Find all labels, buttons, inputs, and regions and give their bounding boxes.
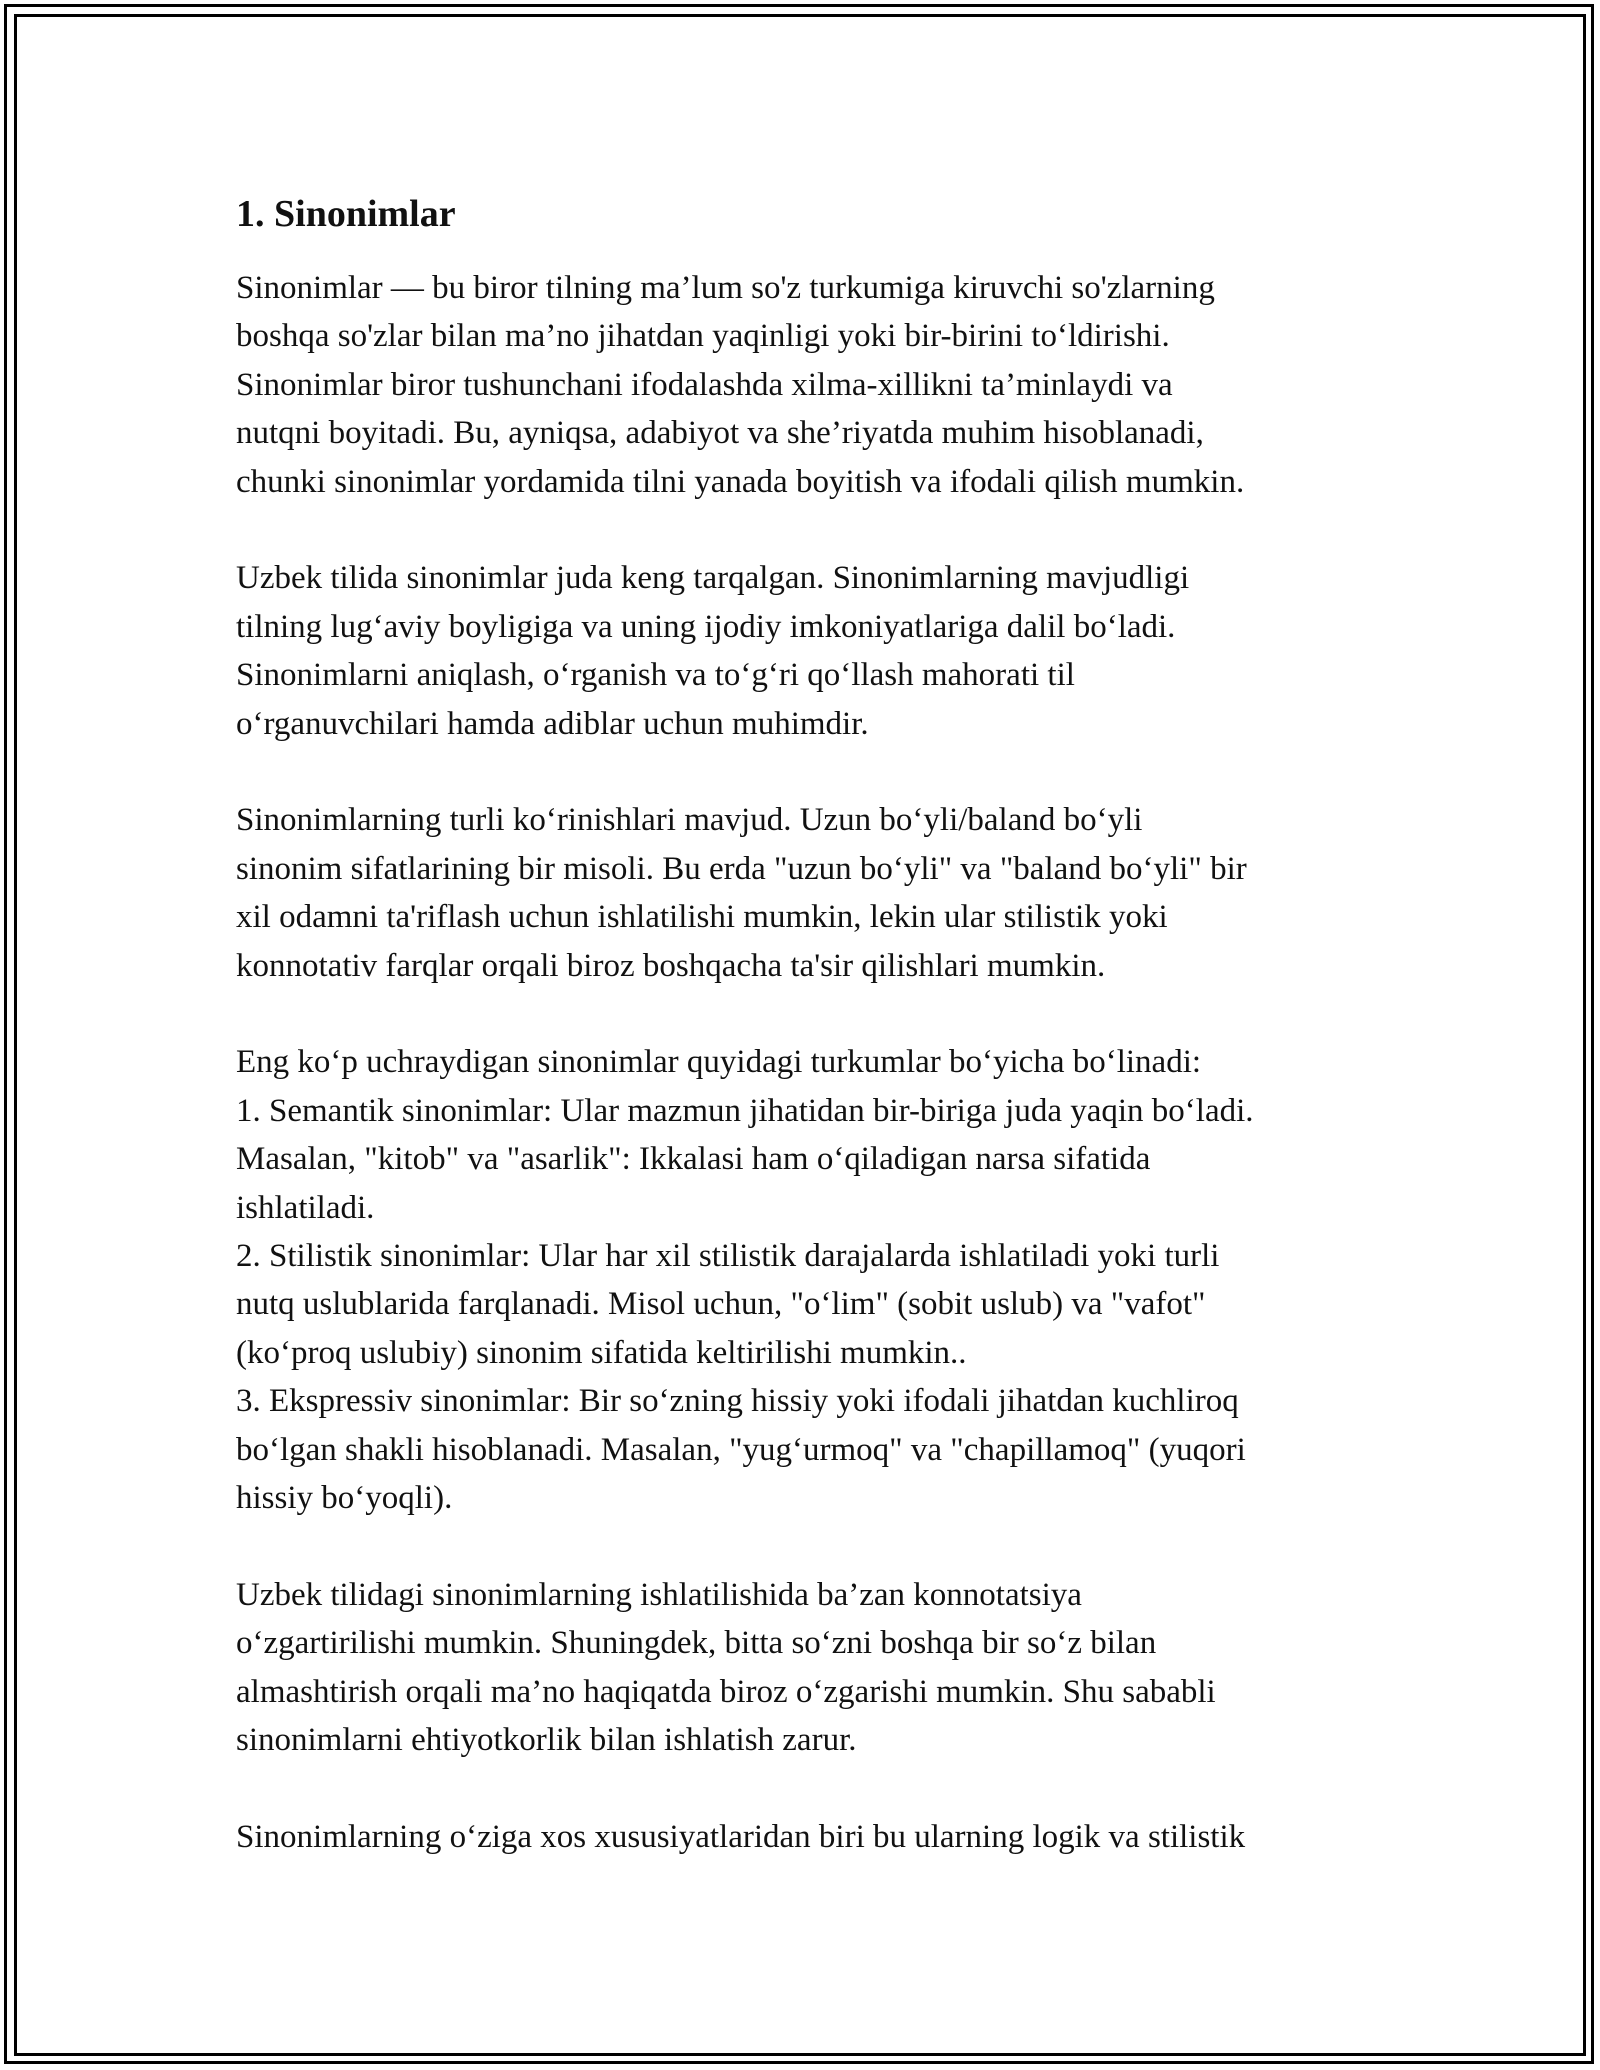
paragraph [236,796,1396,990]
text-line: xil odamni ta'riflash uchun ishlatilishi mumkin, lekin ular stilistik yoki [236,899,1168,936]
text-line: almashtirish orqali ma’no haqiqatda biroz o‘zgarishi mumkin. Shu sababli [236,1673,1216,1710]
text-line: Masalan, "kitob" va "asarlik": Ikkalasi ham o‘qiladigan narsa sifatida [236,1141,1151,1178]
text-line: Uzbek tilidagi sinonimlarning ishlatilishida ba’zan konnotatsiya [236,1576,1082,1613]
text-line: nutq uslublarida farqlanadi. Misol uchun, "o‘lim" (sobit uslub) va "vafot" [236,1286,1206,1323]
document-body [236,190,1396,1910]
paragraph [236,1813,1396,1861]
text-line: Eng ko‘p uchraydigan sinonimlar quyidagi turkumlar bo‘yicha bo‘linadi: [236,1044,1202,1081]
section-heading: 1. Sinonimlar [236,193,456,235]
paragraph [236,1571,1396,1765]
text-line: ishlatiladi. [236,1189,375,1226]
text-line: o‘zgartirilishi mumkin. Shuningdek, bitta so‘zni boshqa bir so‘z bilan [236,1625,1157,1662]
text-line: bo‘lgan shakli hisoblanadi. Masalan, "yug‘urmoq" va "chapillamoq" (yuqori [236,1431,1246,1468]
text-line: chunki sinonimlar yordamida tilni yanada boyitish va ifodali qilish mumkin. [236,463,1245,500]
text-line: sinonim sifatlarining bir misoli. Bu erda "uzun bo‘yli" va "baland bo‘yli" bir [236,850,1247,887]
text-line: 1. Semantik sinonimlar: Ular mazmun jihatidan bir-biriga juda yaqin bo‘ladi. [236,1092,1254,1129]
text-line: Sinonimlar — bu biror tilning ma’lum so'z turkumiga kiruvchi so'zlarning [236,270,1215,306]
text-line: hissiy bo‘yoqli). [236,1480,453,1517]
text-line: 3. Ekspressiv sinonimlar: Bir so‘zning hissiy yoki ifodali jihatdan kuchliroq [236,1383,1239,1420]
text-line: tilning lug‘aviy boyligiga va uning ijodiy imkoniyatlariga dalil bo‘ladi. [236,608,1176,645]
text-line: Sinonimlarni aniqlash, o‘rganish va to‘g‘ri qo‘llash mahorati til [236,657,1075,694]
paragraph [236,554,1396,748]
paragraph [236,1038,1396,1522]
text-line: sinonimlarni ehtiyotkorlik bilan ishlatish zarur. [236,1722,857,1759]
paragraph [236,264,1396,506]
text-line: 2. Stilistik sinonimlar: Ular har xil stilistik darajalarda ishlatiladi yoki turli [236,1238,1220,1275]
text-line: Sinonimlarning turli ko‘rinishlari mavjud. Uzun bo‘yli/baland bo‘yli [236,802,1143,839]
text-line: boshqa so'zlar bilan ma’no jihatdan yaqinligi yoki bir-birini to‘ldirishi. [236,318,1170,355]
text-line: Sinonimlar biror tushunchani ifodalashda xilma-xillikni ta’minlaydi va [236,366,1173,403]
text-line: Uzbek tilida sinonimlar juda keng tarqalgan. Sinonimlarning mavjudligi [236,560,1190,597]
text-line: konnotativ farqlar orqali biroz boshqacha ta'sir qilishlari mumkin. [236,947,1106,984]
text-line: (ko‘proq uslubiy) sinonim sifatida keltirilishi mumkin.. [236,1334,967,1371]
text-line: nutqni boyitadi. Bu, ayniqsa, adabiyot va she’riyatda muhim hisoblanadi, [236,415,1204,452]
text-line: Sinonimlarning o‘ziga xos xususiyatlaridan biri bu ularning logik va stilistik [236,1818,1246,1855]
text-line: o‘rganuvchilari hamda adiblar uchun muhimdir. [236,705,869,742]
